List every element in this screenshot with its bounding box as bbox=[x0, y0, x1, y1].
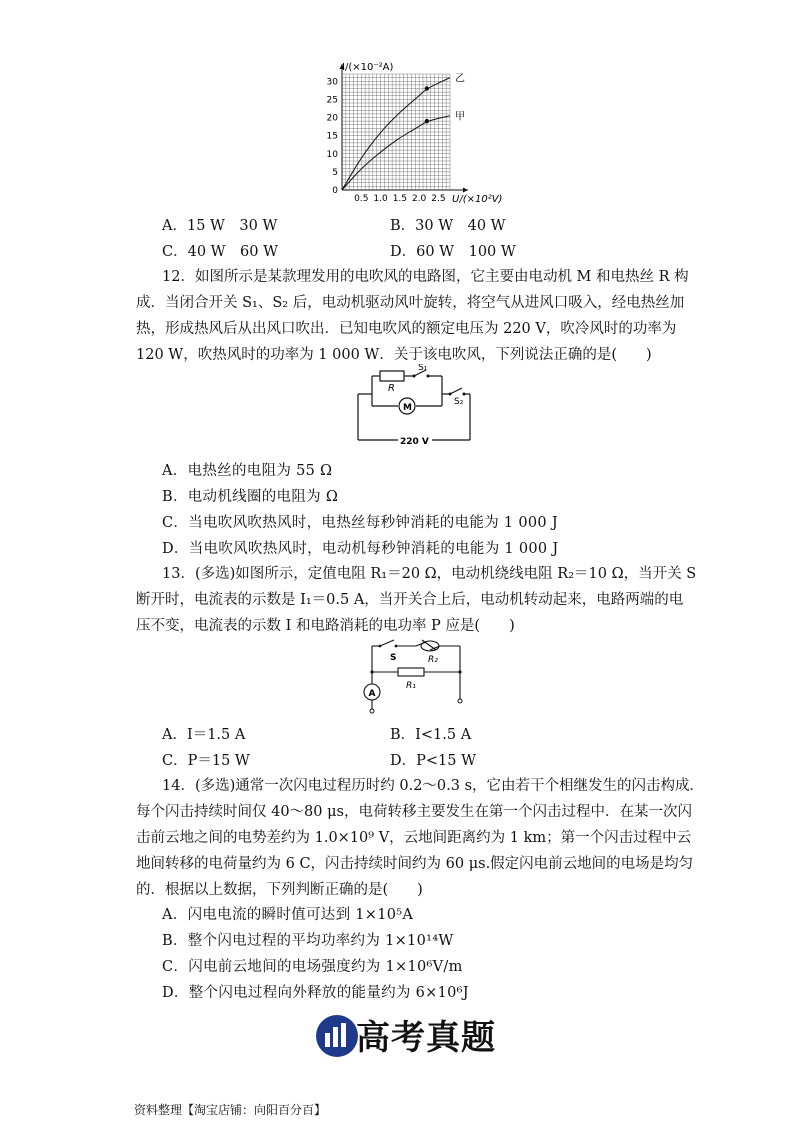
q14-line-2: 每个闪击持续时间仅 40～80 μs，电荷转移主要发生在第一个闪击过程中．在某一次闪 bbox=[136, 804, 692, 820]
data-point bbox=[425, 119, 429, 123]
q14-option-d: D．整个闪电过程向外释放的能量约为 6×10⁶J bbox=[162, 985, 469, 1001]
q11-option-b: B．30 W 40 W bbox=[390, 218, 506, 234]
switch-s2-label: S₂ bbox=[454, 397, 464, 407]
x-tick-label: 1.5 bbox=[392, 194, 408, 204]
q13-line-3: 压不变，电流表的示数 I 和电路消耗的电功率 P 应是( ) bbox=[136, 618, 515, 634]
q14-line-4: 地间转移的电荷量约为 6 C，闪击持续时间约为 60 μs.假定闪电前云地间的电场是均匀 bbox=[136, 856, 694, 872]
y-axis-label: I/(×10⁻²A) bbox=[342, 62, 394, 73]
switch-s-label: S bbox=[390, 653, 397, 663]
q12-line-4: 120 W，吹热风时的功率为 1 000 W．关于该电吹风，下列说法正确的是( ) bbox=[136, 347, 652, 363]
q12-option-b: B．电动机线圈的电阻为 Ω bbox=[162, 489, 339, 505]
x-tick-label: 2.5 bbox=[431, 194, 446, 204]
data-point bbox=[425, 86, 429, 90]
q13-option-a: A．I＝1.5 A bbox=[162, 727, 246, 743]
resistor-r-label: R bbox=[388, 383, 395, 394]
motor-r2-label: R₂ bbox=[428, 655, 438, 665]
y-tick-label: 25 bbox=[326, 95, 338, 106]
iu-chart bbox=[320, 58, 510, 208]
logo-text: 高考真题 bbox=[356, 1018, 496, 1058]
q12-line-3: 热，形成热风后从出风口吹出．已知电吹风的额定电压为 220 V，吹冷风时的功率为 bbox=[136, 321, 677, 337]
q14-option-a: A．闪电电流的瞬时值可达到 1×10⁵A bbox=[162, 907, 414, 923]
q13-line-1: 13．(多选)如图所示，定值电阻 R₁＝20 Ω，电动机绕线电阻 R₂＝10 Ω，当开关 S bbox=[162, 566, 697, 582]
q14-option-b: B．整个闪电过程的平均功率约为 1×10¹⁴W bbox=[162, 933, 454, 949]
y-tick-label: 5 bbox=[332, 167, 338, 178]
ammeter-label: A bbox=[368, 689, 376, 699]
q12-circuit-diagram bbox=[350, 364, 480, 452]
series-label: 甲 bbox=[455, 111, 465, 123]
y-tick-label: 0 bbox=[332, 186, 338, 196]
q11-option-d: D．60 W 100 W bbox=[390, 244, 516, 260]
q12-line-2: 成．当闭合开关 S₁、S₂ 后，电动机驱动风叶旋转，将空气从进风口吸入，经电热丝加 bbox=[136, 295, 685, 311]
q11-option-a: A．15 W 30 W bbox=[162, 218, 278, 234]
series-label: 乙 bbox=[455, 73, 465, 85]
motor-m-label: M bbox=[403, 403, 412, 413]
y-tick-label: 10 bbox=[326, 149, 338, 160]
q13-option-d: D．P<15 W bbox=[390, 753, 476, 769]
footer-text: 资料整理【淘宝店铺：向阳百分百】 bbox=[134, 1103, 327, 1117]
x-axis-label: U/(×10²V) bbox=[452, 194, 503, 205]
switch-s1-label: S₁ bbox=[418, 364, 428, 373]
x-tick-label: 1.0 bbox=[373, 194, 388, 204]
x-tick-label: 0.5 bbox=[354, 194, 369, 204]
q14-line-5: 的．根据以上数据，下列判断正确的是( ) bbox=[136, 882, 423, 898]
q13-option-c: C．P＝15 W bbox=[162, 753, 250, 769]
q13-line-2: 断开时，电流表的示数是 I₁＝0.5 A，当开关合上后，电动机转动起来，电路两端的电 bbox=[136, 592, 684, 608]
q12-option-a: A．电热丝的电阻为 55 Ω bbox=[162, 463, 333, 479]
y-tick-label: 15 bbox=[326, 131, 338, 142]
x-tick-label: 2.0 bbox=[411, 194, 427, 204]
voltage-label: 220 V bbox=[400, 437, 429, 447]
q12-line-1: 12．如图所示是某款理发用的电吹风的电路图，它主要由电动机 M 和电热丝 R 构 bbox=[162, 269, 689, 285]
logo bbox=[314, 1013, 360, 1063]
q14-line-1: 14．(多选)通常一次闪电过程历时约 0.2～0.3 s，它由若干个相继发生的闪击构成． bbox=[162, 778, 705, 794]
q12-option-c: C．当电吹风吹热风时，电热丝每秒钟消耗的电能为 1 000 J bbox=[162, 515, 558, 531]
x-axis-arrow bbox=[463, 188, 468, 193]
q14-option-c: C．闪电前云地间的电场强度约为 1×10⁶V/m bbox=[162, 959, 463, 975]
y-tick-label: 30 bbox=[326, 77, 338, 88]
q11-option-c: C．40 W 60 W bbox=[162, 244, 279, 260]
q13-option-b: B．I<1.5 A bbox=[390, 727, 472, 743]
y-tick-label: 20 bbox=[326, 113, 338, 124]
q14-line-3: 击前云地之间的电势差约为 1.0×10⁹ V，云地间距离约为 1 km；第一个闪击过程中云 bbox=[136, 830, 692, 846]
q12-option-d: D．当电吹风吹热风时，电动机每秒钟消耗的电能为 1 000 J bbox=[162, 541, 559, 557]
logo-bar-chart-icon bbox=[314, 1013, 360, 1059]
resistor-r1-label: R₁ bbox=[406, 681, 416, 691]
q13-circuit-diagram bbox=[356, 638, 468, 718]
